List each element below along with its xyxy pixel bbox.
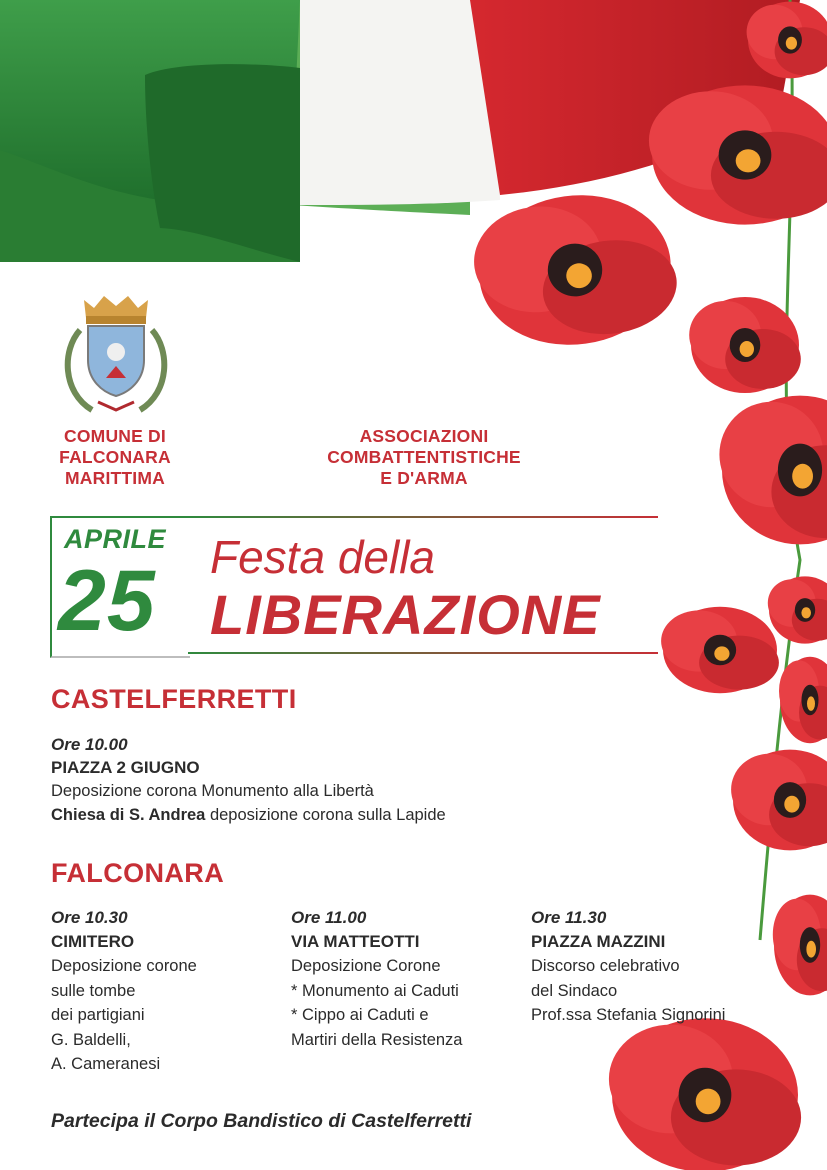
event-details: Deposizione Corone * Monumento ai Caduti * Cippo ai Caduti e Martiri della Resistenza: [291, 957, 463, 1049]
event-details: Discorso celebrativo del Sindaco Prof.ssa Stefania Signorini: [531, 957, 726, 1024]
event-column: [531, 908, 761, 1028]
event-place: VIA MATTEOTTI: [291, 932, 420, 951]
associazioni-name: ASSOCIAZIONI COMBATTENTISTICHE E D'ARMA: [327, 426, 521, 488]
castelferretti-time: Ore 10.00: [51, 735, 128, 754]
date-day: 25: [58, 553, 156, 649]
castelferretti-place: PIAZZA 2 GIUGNO: [51, 758, 200, 777]
event-details: Deposizione corone sulle tombe dei partigiani G. Baldelli, A. Cameranesi: [51, 957, 197, 1073]
title-bottom-rule: [188, 652, 658, 654]
event-column: [291, 908, 521, 1052]
event-column: [51, 908, 271, 1077]
comune-name: COMUNE DI FALCONARA MARITTIMA: [59, 426, 171, 488]
church-action: deposizione corona sulla Lapide: [205, 806, 446, 824]
comune-crest-icon: [68, 296, 165, 410]
event-place: PIAZZA MAZZINI: [531, 932, 666, 951]
castelferretti-line-1: Deposizione corona Monumento alla Libertà: [51, 782, 374, 800]
church-name: Chiesa di S. Andrea: [51, 806, 206, 824]
event-time: Ore 10.30: [51, 908, 128, 927]
title-top-rule: [188, 516, 658, 518]
title-line-1: Festa della: [210, 531, 436, 583]
date-month: APRILE: [64, 524, 167, 554]
title-line-2: LIBERAZIONE: [210, 583, 601, 646]
castelferretti-heading: CASTELFERRETTI: [51, 684, 297, 714]
event-place: CIMITERO: [51, 932, 135, 951]
falconara-heading: FALCONARA: [51, 858, 225, 888]
event-time: Ore 11.30: [531, 908, 607, 927]
event-time: Ore 11.00: [291, 908, 367, 927]
footer-note: Partecipa il Corpo Bandistico di Castelferretti: [51, 1110, 472, 1132]
castelferretti-line-2: [51, 803, 446, 828]
